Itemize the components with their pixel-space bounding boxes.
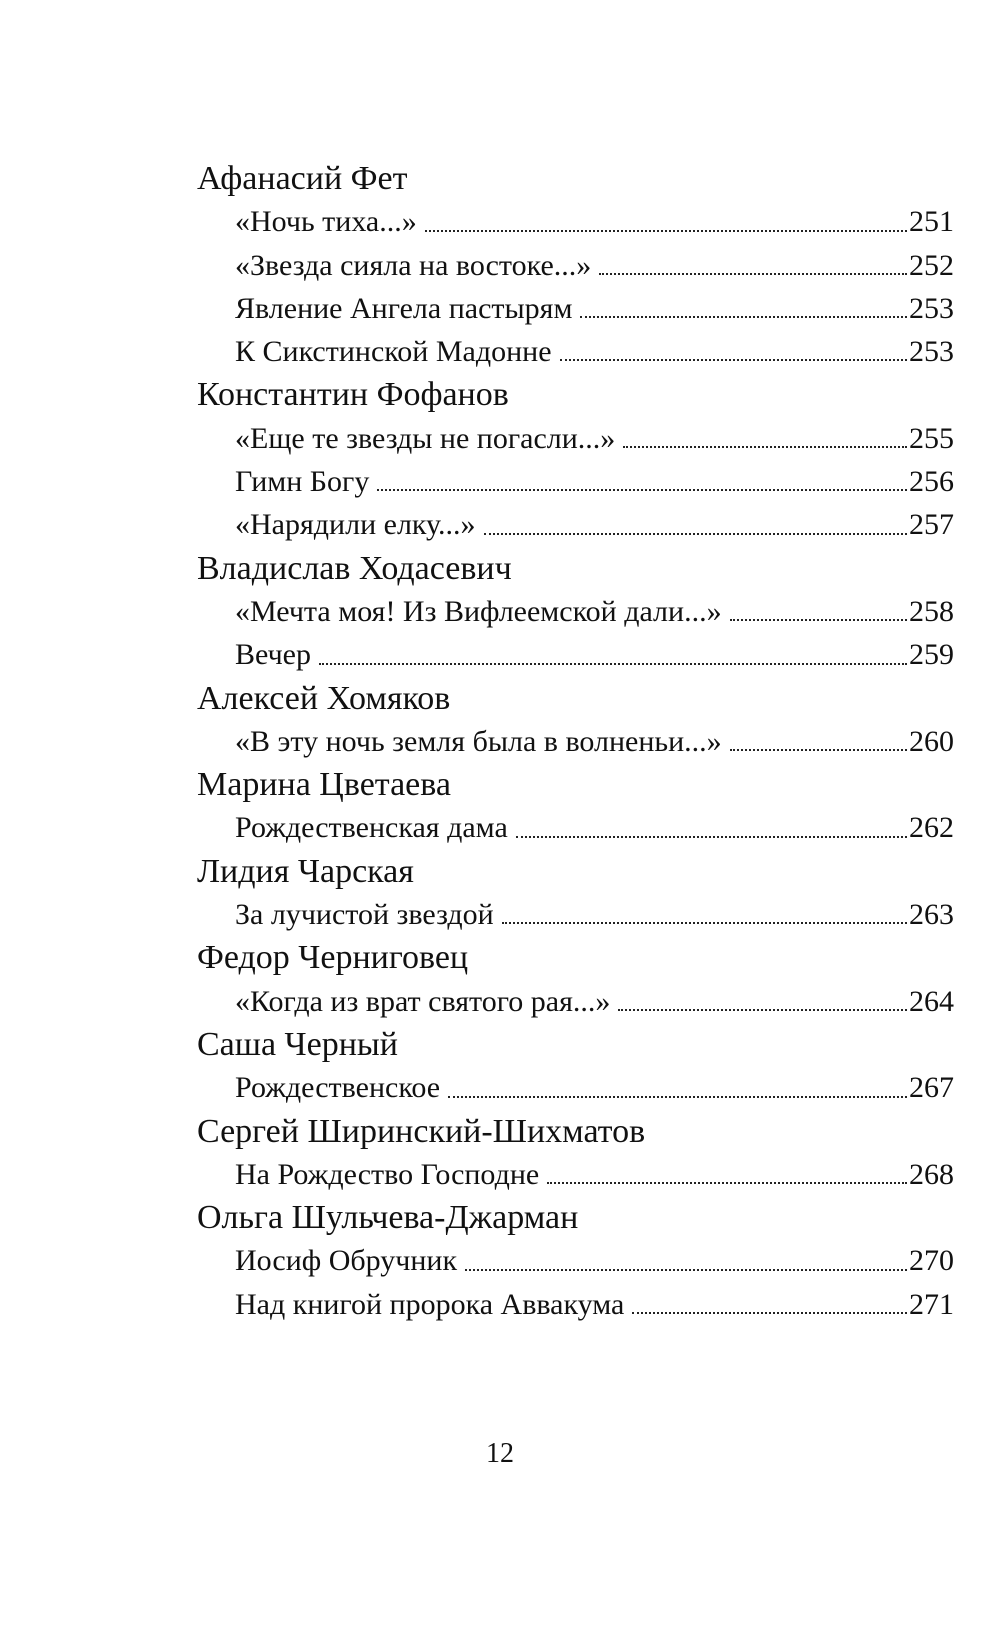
entry-page: 264 <box>909 984 954 1018</box>
dot-leader <box>547 1182 907 1184</box>
dot-leader <box>516 836 907 838</box>
toc-entry[interactable] <box>197 417 954 460</box>
author-heading: Владислав Ходасевич <box>197 549 512 587</box>
author-heading: Саша Черный <box>197 1025 398 1063</box>
entry-title: Гимн Богу <box>235 465 370 499</box>
entry-page: 260 <box>909 724 954 758</box>
entry-title: Иосиф Обручник <box>235 1244 458 1278</box>
entry-page: 257 <box>909 508 954 542</box>
toc-entry[interactable] <box>197 980 954 1023</box>
dot-leader <box>448 1096 907 1098</box>
entry-page: 251 <box>909 205 954 239</box>
toc-entry[interactable] <box>197 633 954 676</box>
entry-title: «Мечта моя! Из Вифлеемской дали...» <box>235 594 722 628</box>
author-heading: Федор Черниговец <box>197 939 469 977</box>
entry-title: Рождественская дама <box>235 811 508 845</box>
toc-entry[interactable] <box>197 1239 954 1282</box>
dot-leader <box>502 922 907 924</box>
entry-title: «Когда из врат святого рая...» <box>235 984 611 1018</box>
toc-entry[interactable] <box>197 503 954 546</box>
dot-leader <box>730 749 907 751</box>
toc-entry[interactable] <box>197 720 954 763</box>
dot-leader <box>580 316 907 318</box>
entry-page: 263 <box>909 898 954 932</box>
author-heading: Константин Фофанов <box>197 376 509 414</box>
entry-title: Над книгой пророка Аввакума <box>235 1287 625 1321</box>
dot-leader <box>560 359 907 361</box>
author-heading: Алексей Хомяков <box>197 679 451 717</box>
toc-entry[interactable] <box>197 244 954 287</box>
entry-page: 270 <box>909 1244 954 1278</box>
entry-title: «Ночь тиха...» <box>235 205 417 239</box>
entry-page: 267 <box>909 1071 954 1105</box>
author-heading: Афанасий Фет <box>197 160 408 197</box>
entry-page: 258 <box>909 594 954 628</box>
dot-leader <box>319 663 907 665</box>
toc-entry[interactable] <box>197 1153 954 1196</box>
author-heading: Ольга Шульчева-Джарман <box>197 1199 579 1237</box>
toc-entry[interactable] <box>197 200 954 243</box>
entry-title: Вечер <box>235 638 311 672</box>
dot-leader <box>618 1009 907 1011</box>
author-heading: Сергей Ширинский-Шихматов <box>197 1112 646 1150</box>
entry-page: 255 <box>909 421 954 455</box>
entry-page: 252 <box>909 248 954 282</box>
author-heading: Марина Цветаева <box>197 766 451 804</box>
entry-page: 271 <box>909 1287 954 1321</box>
dot-leader <box>377 489 907 491</box>
toc-entry[interactable] <box>197 806 954 849</box>
toc-entry[interactable] <box>197 893 954 936</box>
toc-entry[interactable] <box>197 330 954 373</box>
entry-title: «Еще те звезды не погасли...» <box>235 421 616 455</box>
dot-leader <box>425 230 907 232</box>
author-heading: Лидия Чарская <box>197 852 414 890</box>
entry-page: 253 <box>909 335 954 369</box>
dot-leader <box>623 446 907 448</box>
toc-entry[interactable] <box>197 1066 954 1109</box>
entry-page: 253 <box>909 291 954 325</box>
dot-leader <box>730 619 907 621</box>
entry-title: За лучистой звездой <box>235 898 494 932</box>
entry-title: На Рождество Господне <box>235 1157 540 1191</box>
dot-leader <box>465 1269 907 1271</box>
table-of-contents <box>197 157 954 1326</box>
entry-title: Явление Ангела пастырям <box>235 291 573 325</box>
entry-page: 256 <box>909 465 954 499</box>
entry-title: «Нарядили елку...» <box>235 508 476 542</box>
entry-page: 262 <box>909 811 954 845</box>
entry-title: К Сикстинской Мадонне <box>235 335 552 369</box>
dot-leader <box>484 533 907 535</box>
entry-title: Рождественское <box>235 1071 441 1105</box>
dot-leader <box>599 273 907 275</box>
toc-entry[interactable] <box>197 287 954 330</box>
entry-page: 259 <box>909 638 954 672</box>
entry-title: «Звезда сияла на востоке...» <box>235 248 592 282</box>
toc-entry[interactable] <box>197 590 954 633</box>
dot-leader <box>632 1312 907 1314</box>
page-number: 12 <box>486 1438 514 1469</box>
entry-page: 268 <box>909 1157 954 1191</box>
toc-entry[interactable] <box>197 460 954 503</box>
toc-entry[interactable] <box>197 1283 954 1326</box>
entry-title: «В эту ночь земля была в волненьи...» <box>235 724 722 758</box>
